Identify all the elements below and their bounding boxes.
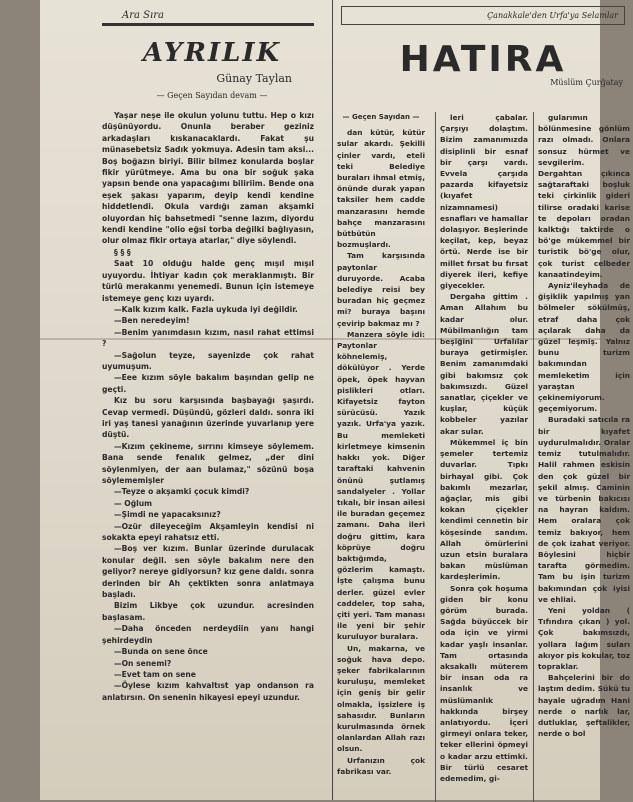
paragraph: Ayniz'ileyhada de ğişiklik yapılmış yan bölmeler sökülmüş, etraf daha çok açılarak daha da güzel leşmiş. Yalnız bunu turizm bakımından memleketim için yaraştan çekinemiyorum. geçemiyorum. <box>538 281 630 414</box>
paragraph: Yaşar neşe ile okulun yolunu tuttu. Hep o kızı düşünüyordu. Onunla beraber geziniz arkadaşları kıskanacaklardı. Fakat şu münasebetsiz Sadık yokmuya. Adesin tam aksi... Boş boğazın biriyi. Bilir bilmez konularda boşlar fikir yürütmeye. Ama bu ona bir soğuk şaka yapsın bende ona yapacağımı biliriim. Bende ona eşek şakası yaparım, deyip kendi kendine hiddetlendi. Okula vardığı zaman akşamki oluyordan hiç bahsetmedi "senne lazım, diyordu kendi kendine "olio eğsi torba değilki bağlıyasın, olur olmaz fikir ortaya atarlar," diye söylendi. <box>102 111 314 246</box>
paragraph: —Boş ver kızım. Bunlar üzerinde durulacak konular değil. sen söyle bakalım nere den geliyor? nereye gidiyorsun? kız gene daldı. sonra derinden bir Ah çektikten sonra anlatmaya başladı. <box>102 544 314 600</box>
paragraph: Buradaki satıcıla ra bir kıyafet uydurulmalıdır. Oralar temiz tutulmalıdır. Halil rahmen eskisin den çok güzel bir şekil almış. Caminin ve türbenin bakıcısı na hayran kaldım. Hem oralara çok temiz bakıyor, hem de çok izahat veriyor. Böylesini hiçbir tarafta görmedim. Tam bu işin turizm bakımından çok iyisi ve ehliai. <box>538 415 630 604</box>
article-author: Günay Taylan <box>216 72 292 85</box>
paragraph: § § § <box>114 247 131 257</box>
paragraph: —Evet tam on sene <box>114 669 196 679</box>
paragraph: Yeni yoldan ( Tıfındıra çıkan ) yol. Çok bakımsızdı, yollara lağım suları akıyor pis kokular, toz topraklar. <box>538 605 630 671</box>
divider <box>102 23 314 26</box>
paragraph: —Benim yanımdasın kızım, nasıl rahat ettimsi ? <box>102 327 314 349</box>
article-title: AYRILIK <box>142 38 282 68</box>
paragraph: —Öylese kızım kahvaltıst yap ondanson ra anlatırsın. On senenin hikayesi epeyi uzundur. <box>102 681 314 702</box>
paragraph: —Daha önceden nerdeydiin yanı hangi şehirdeydin <box>102 624 314 645</box>
text-column-2 <box>435 112 528 802</box>
left-article <box>102 0 322 800</box>
paragraph: —Bunda on sene önce <box>114 647 208 657</box>
paragraph: —Kalk kızım kalk. Fazla uykuda iyi değildir. <box>114 304 298 314</box>
paragraph: Urfanızın çok fabrikası var. <box>337 755 425 776</box>
paragraph: —Eee kızım söyle bakalım başından gelip ne geçti. <box>102 373 314 394</box>
text-column-1 <box>337 112 425 802</box>
paragraph: —Şimdi ne yapacaksınız? <box>114 510 221 520</box>
right-article <box>332 0 633 800</box>
paragraph: leri çabalar. Çarşıyı dolaştım. Bizim zamanımızda disiplinli bir esnaf bir çarşı vardı. Evvela çarşıda pazarda kifayetsiz (kıyafet nizamnamesi) esnafları ve hamallar dolaşıyor. Beşlerinde keçilat, kep, beyaz örtü. Nerde ise bir millet fırsat bu fırsat diyerek ileri, kefiye giyecekler. <box>440 113 528 291</box>
paragraph: —Ozür dileyeceğim Akşamleyin kendisi ni sokakta epeyi rahatsız etti. <box>102 521 314 543</box>
paragraph: Tam karşısında paytonlar duruyorde. Acaba belediye reisi bey buradan hiç geçmez mi? buraya başını çevirip bakmaz mı ? <box>337 251 425 328</box>
section-tag: Ara Sıra <box>122 10 164 21</box>
paragraph: —Kızım çekineme, sırrını kimseye söylemem. Bana sende fenalık gelmez, „der dini söylenmiyen, der aan bulamaz," sözünü boşa söylememişler <box>102 441 314 485</box>
continued-note: — Geçen Sayıdan devam — <box>156 91 268 100</box>
paragraph: Bizim Likbye çok uzundur. acresinden başlasam. <box>102 601 314 622</box>
article-body <box>102 110 322 703</box>
paragraph: Bahçelerini bir do laştım dedim. Sükü tu hayale uğradım Hani nerde o narlık lar, dutluklar, şeftalikler, nerde o bol <box>538 673 630 739</box>
section-header: Çanakkale'den Urfa'ya Selamlar <box>341 6 625 25</box>
paragraph: dan kütür, kütür sular akardı. Şekilli çinler vardı, eteli teki Belediye buraları ihmal etmiş, önünde durak yapan taksiler hem cadde manzarasını hemde bahçe manzarasını bütbütün bozmuşlardı. <box>337 128 425 250</box>
paragraph: Mükemmel iç bin şemeler tertemiz duvarlar. Tıpkı birhayal gibi. Çok bakımlı mezarlar, ağaçlar, mis gibi kokan çiçekler kendimi cennetin bir köşesinde sandım. Allah ömürlerini uzun etsin buralara bakan müslüman kardeşlerimin. <box>440 437 528 582</box>
paragraph: —Sağolun teyze, sayenizde çok rahat uyumuşum. <box>102 350 314 371</box>
paragraph: Un, makarna, ve soğuk hava depo. şeker fabrikalarının kuruluşu, memleket için geniş bir gelir olmakla, işsizlere iş sahasıdır. Bunların kurulmasında örnek olanlardan Allah razı olsun. <box>337 643 425 754</box>
paragraph: —Teyze o akşamki çocuk kimdi? <box>114 487 250 497</box>
paragraph: Kız bu soru karşısında başbayağı şaşırdı. Cevap vermedi. Düşündü, gözleri daldı. sonra iki iri yaş tanesi yanağının üzerinde yuvarlanıp yere düştü. <box>102 396 314 440</box>
text-column-3 <box>533 112 630 802</box>
newspaper-page <box>40 0 630 800</box>
article-columns <box>337 112 629 802</box>
paragraph: Sonra çok hoşuma giden bir konu görüm burada. Sağda büyüccek bir oda için ve yirmi kadar yaşlı insanlar. Tam ortasında aksakallı müterem bir insan oda ra insanlık ve müslümanlık hakkında birşey anlatıyordu. İçeri girmeyi onlara teker, teker ellerini öpmeyi o kadar arzu ettimki. Bir türlü cesaret edemedim, gi- <box>440 583 528 783</box>
paragraph: Dergaha gittim . Aman Allahım bu kadar olur. Mübilmanlığın tam beşiğini Urfalılar buraya getirmişler. Benim zamanımdaki gibi bakımsız çok bakımsızdı. Güzel sanatlar, çiçekler ve kuşlar, küçük kobbeler yazılar akar sular. <box>440 292 528 436</box>
article-title: HATIRA <box>399 39 567 80</box>
paragraph: —Ben neredeyim! <box>114 316 190 326</box>
paragraph: gularımın bölünmesine gönlüm razı olmadı. Onlara sonsuz hürmet ve sevgilerim. Dergahtan çıkınca sağtaraftaki boşluk teki çirkinlik gideri tilirse oradaki karise te depoları oradan kalktığı taktirde o bö'ge mükemmel bir turistik bö'ge olur, çok turist celbeder kanaatindeyim. <box>538 113 630 279</box>
paragraph: Saat 10 olduğu halde genç mışıl mışıl uyuyordu. İhtiyar kadın çok meraklanmıştı. Bir türlü merakanmı yenemedi. Bunun için istemeye istemeye genç kızı uyardı. <box>102 259 314 303</box>
continued-note: — Geçen Sayıdan — <box>342 113 420 121</box>
paragraph: — Oğlum <box>114 498 153 508</box>
article-author: Müslüm Çurğatay <box>550 78 623 87</box>
paragraph: —On senemi? <box>114 658 172 668</box>
paragraph: Manzera söyle idi: Paytonlar köhnelemiş, dökülüyor . Yerde öpek, öpek hayvan pislikleri otları. Kifayetsiz fayton sürücüsü. Yazık yazık. Urfa'ya yazık. Bu memleketi kirletmeye kimsenin hakkı yok. Diğer taraftaki kahvenin önünü şutlamış sandalyeler . Yollar tıkalı, bir insan ailesi ile buradan geçemez zamanı. Daha ileri doğru gittim, kara köprüye doğru baktığımda, gözlerim kamaştı. İşte çalışma bunu derler. güzel evler caddeler, top saha, çiti yeri. Tam manası ile yeni bir şehir kuruluyor buralara. <box>337 329 425 642</box>
